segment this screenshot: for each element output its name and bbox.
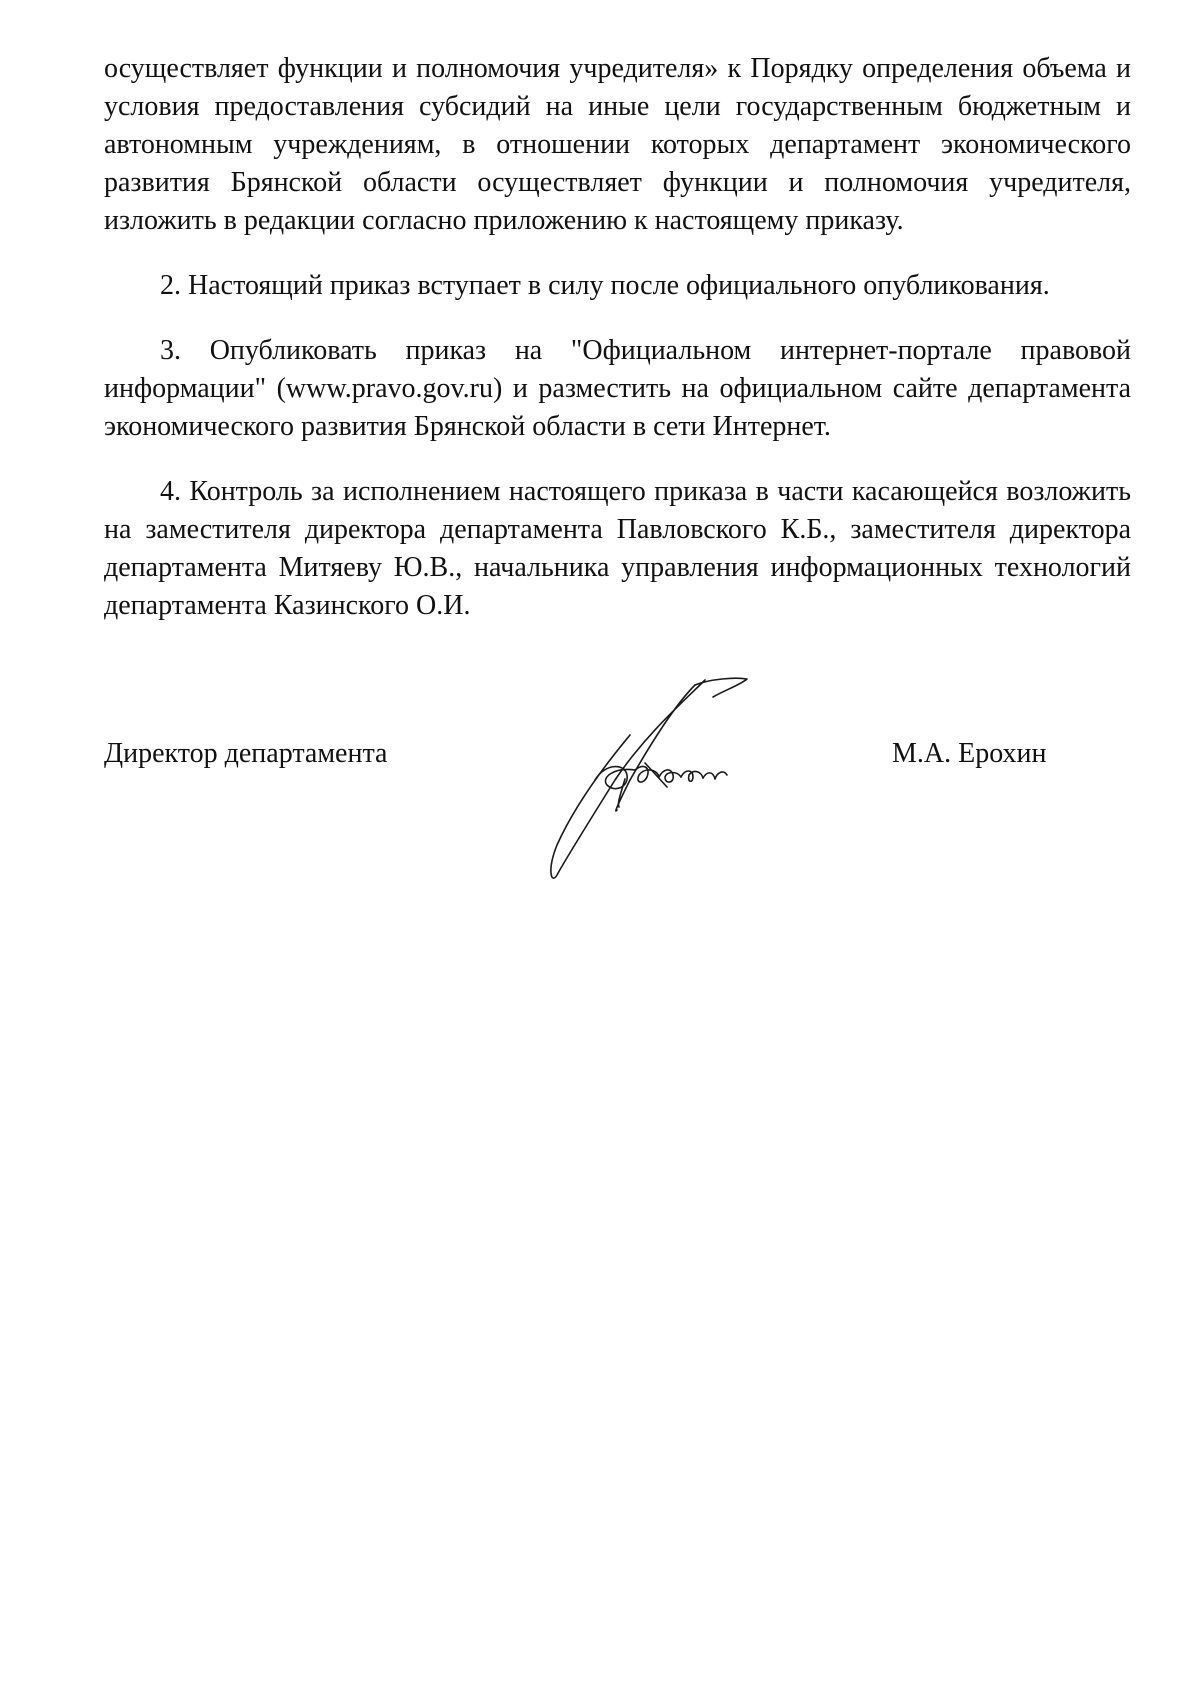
paragraph-continuation: осуществляет функции и полномочия учредителя» к Порядку определения объема и условия предоставления субсидий на иные цели государственным бюджетным и автономным учреждениям, в отношении которых департамент экономического развития Брянской области осуществляет функции и полномочия учредителя, изложить в редакции согласно приложению к настоящему приказу. — [104, 53, 1131, 236]
paragraph-item-3: 3. Опубликовать приказ на "Официальном интернет-портале правовой информации" (www.pravo.gov.ru) и разместить на официальном сайте департамента экономического развития Брянской области в сети Интернет. — [104, 335, 1131, 442]
document-body — [104, 50, 1131, 625]
signatory-name: М.А. Ерохин — [892, 738, 1047, 769]
signatory-title: Директор департамента — [104, 738, 388, 769]
paragraph-item-4: 4. Контроль за исполнением настоящего приказа в части касающейся возложить на заместителя директора департамента Павловского К.Б., заместителя директора департамента Митяеву Ю.В., начальника управления информационных технологий департамента Казинского О.И. — [104, 476, 1131, 621]
paragraph-item-2: 2. Настоящий приказ вступает в силу после официального опубликования. — [160, 270, 1050, 301]
handwritten-signature — [535, 675, 770, 880]
